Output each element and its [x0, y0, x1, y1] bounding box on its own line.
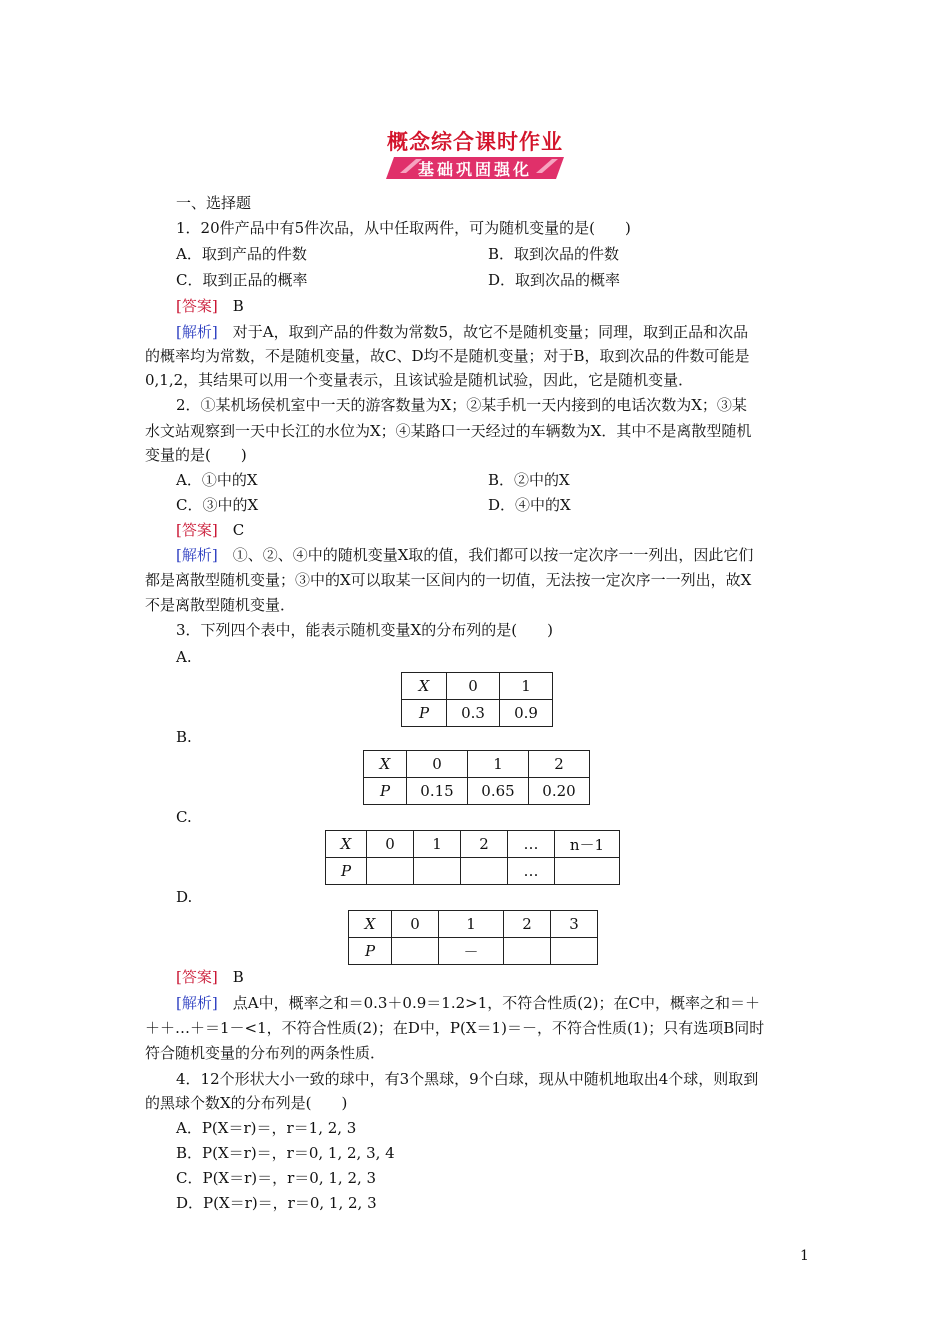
page-title: 概念综合课时作业: [387, 129, 563, 154]
table-cell: 2: [504, 911, 551, 938]
q3-stem: 3．下列四个表中，能表示随机变量X的分布列的是( ): [176, 621, 553, 639]
table-cell: [414, 858, 461, 885]
table-cell: P: [326, 858, 367, 885]
q4-stem-2: 的黑球个数X的分布列是( ): [145, 1094, 348, 1112]
q1-option-c: C．取到正品的概率: [176, 271, 308, 289]
q4-stem-1: 4．12个形状大小一致的球中，有3个黑球，9个白球，现从中随机地取出4个球，则取到: [176, 1070, 759, 1088]
table-cell: 0.20: [529, 778, 590, 805]
table-cell: 0.9: [500, 700, 553, 727]
q3-table-d: [348, 910, 598, 965]
q4-option-a: A．P(X＝r)＝，r＝1, 2, 3: [176, 1119, 357, 1137]
table-cell: 0: [392, 911, 439, 938]
q1-option-b: B．取到次品的件数: [488, 245, 620, 263]
q1-answer-value: B: [232, 297, 244, 315]
q2-analysis-line-1: [176, 545, 753, 565]
table-cell: －: [439, 938, 504, 965]
table-cell: [392, 938, 439, 965]
q2-option-a: A．①中的X: [176, 471, 258, 489]
table-cell: 1: [500, 673, 553, 700]
table-cell: P: [349, 938, 392, 965]
q4-option-b: B．P(X＝r)＝，r＝0, 1, 2, 3, 4: [176, 1144, 395, 1162]
analysis-tag: [解析]: [176, 323, 218, 341]
q1-option-a: A．取到产品的件数: [176, 245, 307, 263]
q1-analysis-line-2: 的概率均为常数，不是随机变量，故C、D均不是随机变量；对于B，取到次品的件数可能是: [145, 347, 750, 365]
table-cell: 0: [407, 751, 468, 778]
table-cell: 0.15: [407, 778, 468, 805]
table-cell: …: [508, 831, 555, 858]
analysis-tag: [解析]: [176, 546, 218, 564]
q3-table-a: [401, 672, 553, 727]
q2-analysis-line-3: 不是离散型随机变量．: [145, 596, 296, 614]
q3-label-a: A.: [176, 648, 192, 666]
banner-label: 基础巩固强化: [417, 160, 532, 179]
table-cell: 0: [447, 673, 500, 700]
q3-analysis-line-2: ＋＋…＋＝1－<1，不符合性质(2)；在D中，P(X＝1)＝－，不符合性质(1)；只有选项B同时: [145, 1019, 765, 1037]
q2-option-b: B．②中的X: [488, 471, 570, 489]
table-cell: [551, 938, 598, 965]
q1-analysis-text-1: 对于A，取到产品的件数为常数5，故它不是随机变量；同理，取到正品和次品: [232, 323, 749, 341]
table-cell: P: [364, 778, 407, 805]
q3-label-c: C.: [176, 808, 192, 826]
q1-option-d: D．取到次品的概率: [488, 271, 621, 289]
table-cell: 1: [439, 911, 504, 938]
q2-analysis-line-2: 都是离散型随机变量；③中的X可以取某一区间内的一切值，无法按一定次序一一列出，故X: [145, 571, 752, 589]
page-number: 1: [800, 1248, 809, 1264]
q2-answer-value: C: [232, 521, 245, 539]
q2-option-c: C．③中的X: [176, 496, 259, 514]
table-cell: X: [364, 751, 407, 778]
q2-stem-1: 2．①某机场侯机室中一天的游客数量为X；②某手机一天内接到的电话次数为X；③某: [176, 396, 747, 414]
answer-tag: [答案]: [176, 521, 218, 539]
table-cell: 3: [551, 911, 598, 938]
q3-answer-value: B: [232, 968, 244, 986]
q3-answer: [176, 967, 244, 987]
q1-analysis-line-3: 0,1,2，其结果可以用一个变量表示，且该试验是随机试验，因此，它是随机变量．: [145, 371, 694, 389]
table-cell: 1: [414, 831, 461, 858]
q4-option-d: D．P(X＝r)＝，r＝0, 1, 2, 3: [176, 1194, 377, 1212]
q2-stem-3: 变量的是( ): [145, 446, 247, 464]
q1-analysis-line-1: [176, 322, 748, 342]
answer-tag: [答案]: [176, 297, 218, 315]
q2-analysis-text-1: ①、②、④中的随机变量X取的值，我们都可以按一定次序一一列出，因此它们: [232, 546, 754, 564]
q3-analysis-line-1: [176, 993, 760, 1013]
table-cell: n－1: [555, 831, 620, 858]
table-cell: 0.3: [447, 700, 500, 727]
q1-stem: 1．20件产品中有5件次品，从中任取两件，可为随机变量的是( ): [176, 219, 631, 237]
table-cell: …: [508, 858, 555, 885]
q2-option-d: D．④中的X: [488, 496, 571, 514]
q3-table-b: [363, 750, 590, 805]
q3-analysis-line-3: 符合随机变量的分布列的两条性质．: [145, 1044, 386, 1062]
table-cell: [504, 938, 551, 965]
table-cell: X: [326, 831, 367, 858]
table-cell: [367, 858, 414, 885]
q1-answer: [176, 296, 244, 316]
table-cell: 2: [461, 831, 508, 858]
section-banner: [386, 155, 564, 181]
q3-table-c: [325, 830, 620, 885]
table-cell: 1: [468, 751, 529, 778]
table-cell: X: [402, 673, 447, 700]
q3-label-b: B.: [176, 728, 192, 746]
section-heading: 一、选择题: [176, 194, 252, 212]
q2-stem-2: 水文站观察到一天中长江的水位为X；④某路口一天经过的车辆数为X．其中不是离散型随机: [145, 422, 752, 440]
q3-analysis-text-1: 点A中，概率之和＝0.3＋0.9＝1.2>1，不符合性质(2)；在C中，概率之和＝＋: [232, 994, 760, 1012]
q2-answer: [176, 520, 244, 540]
analysis-tag: [解析]: [176, 994, 218, 1012]
q3-label-d: D.: [176, 888, 193, 906]
table-cell: X: [349, 911, 392, 938]
table-cell: 2: [529, 751, 590, 778]
table-cell: [555, 858, 620, 885]
table-cell: 0.65: [468, 778, 529, 805]
q4-option-c: C．P(X＝r)＝，r＝0, 1, 2, 3: [176, 1169, 377, 1187]
table-cell: 0: [367, 831, 414, 858]
table-cell: [461, 858, 508, 885]
table-cell: P: [402, 700, 447, 727]
answer-tag: [答案]: [176, 968, 218, 986]
